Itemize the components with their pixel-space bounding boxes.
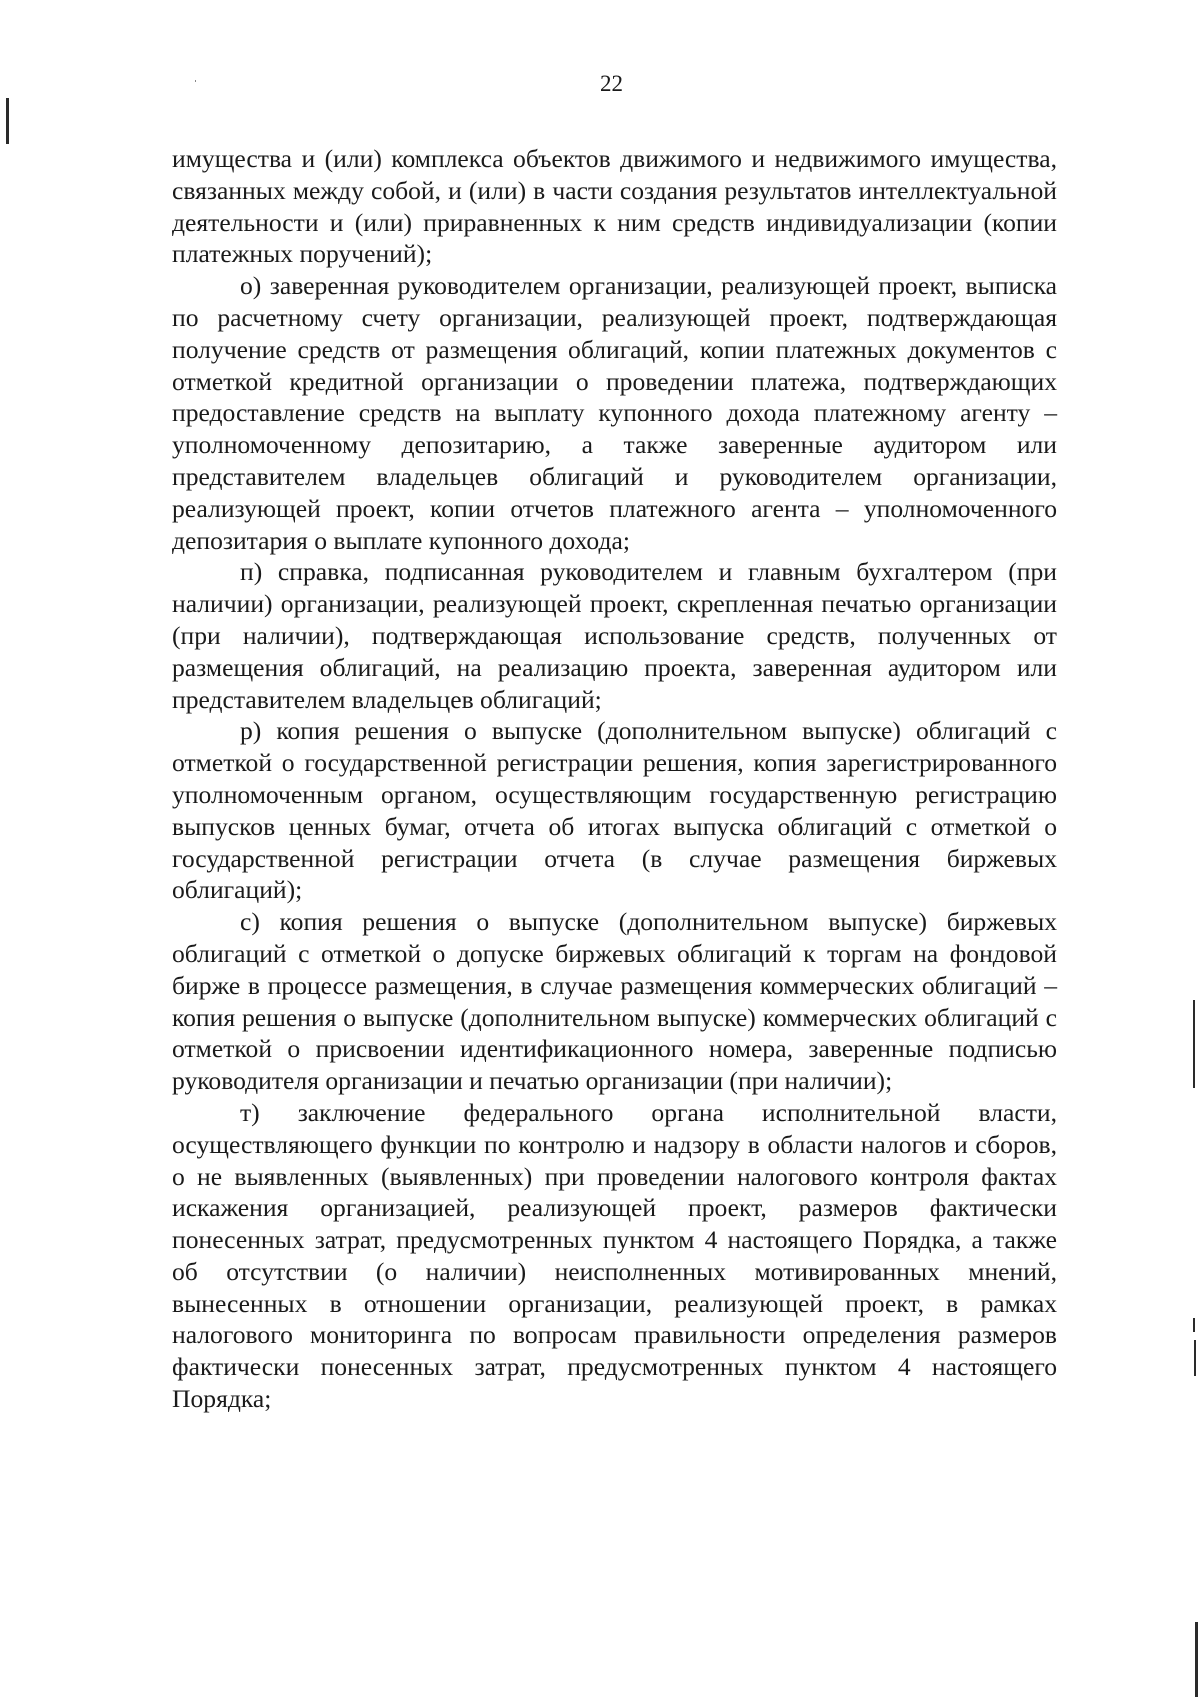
- paragraph-item-o: о) заверенная руководителем организации, реализующей проект, выписка по расчетному счету организации, реализующей проект, подтверждающая получение средств от размещения облигаций, копии платежных документов с отметкой кредитной организации о проведении платежа, подтверждающих предоставление средств на выплату купонного дохода платежному агенту – уполномоченному депозитарию, а также заверенные аудитором или представителем владельцев облигаций и руководителем организации, реализующей проект, копии отчетов платежного агента – уполномоченного депозитария о выплате купонного дохода;: [172, 271, 1057, 555]
- paragraph-item-s: с) копия решения о выпуске (дополнительном выпуске) биржевых облигаций с отметкой о допуске биржевых облигаций к торгам на фондовой бирже в процессе размещения, в случае размещения коммерческих облигаций – копия решения о выпуске (дополнительном выпуске) коммерческих облигаций с отметкой о присвоении идентификационного номера, заверенные подписью руководителя организации и печатью организации (при наличии);: [172, 907, 1057, 1096]
- document-body: [172, 143, 1057, 1415]
- page-number: 22: [600, 71, 623, 96]
- paragraph-item-p: п) справка, подписанная руководителем и главным бухгалтером (при наличии) организации, реализующей проект, скрепленная печатью организации (при наличии), подтверждающая использование средств, полученных от размещения облигаций, на реализацию проекта, заверенная аудитором или представителем владельцев облигаций;: [172, 557, 1057, 714]
- scan-edge-mark-right: [1193, 1000, 1195, 1088]
- scan-edge-mark-right: [1194, 1340, 1196, 1376]
- scan-edge-mark-right: [1195, 1622, 1198, 1697]
- paragraph-item-t: т) заключение федерального органа исполнительной власти, осуществляющего функции по контролю и надзору в области налогов и сборов, о не выявленных (выявленных) при проведении налогового контроля фактах искажения организацией, реализующей проект, размеров фактически понесенных затрат, предусмотренных пунктом 4 настоящего Порядка, а также об отсутствии (о наличии) неисполненных мотивированных мнений, вынесенных в отношении организации, реализующей проект, в рамках налогового мониторинга по вопросам правильности определения размеров фактически понесенных затрат, предусмотренных пунктом 4 настоящего Порядка;: [172, 1097, 1057, 1414]
- paragraph-continuation: имущества и (или) комплекса объектов движимого и недвижимого имущества, связанных между собой, и (или) в части создания результатов интеллектуальной деятельности и (или) приравненных к ним средств индивидуализации (копии платежных поручений);: [172, 144, 1057, 269]
- paragraph-item-r: р) копия решения о выпуске (дополнительном выпуске) облигаций с отметкой о государственной регистрации решения, копия зарегистрированного уполномоченным органом, осуществляющим государственную регистрацию выпусков ценных бумаг, отчета об итогах выпуска облигаций с отметкой о государственной регистрации отчета (в случае размещения биржевых облигаций);: [172, 716, 1057, 905]
- scan-edge-mark-left: [6, 98, 9, 144]
- scan-edge-mark-right: [1193, 1318, 1195, 1332]
